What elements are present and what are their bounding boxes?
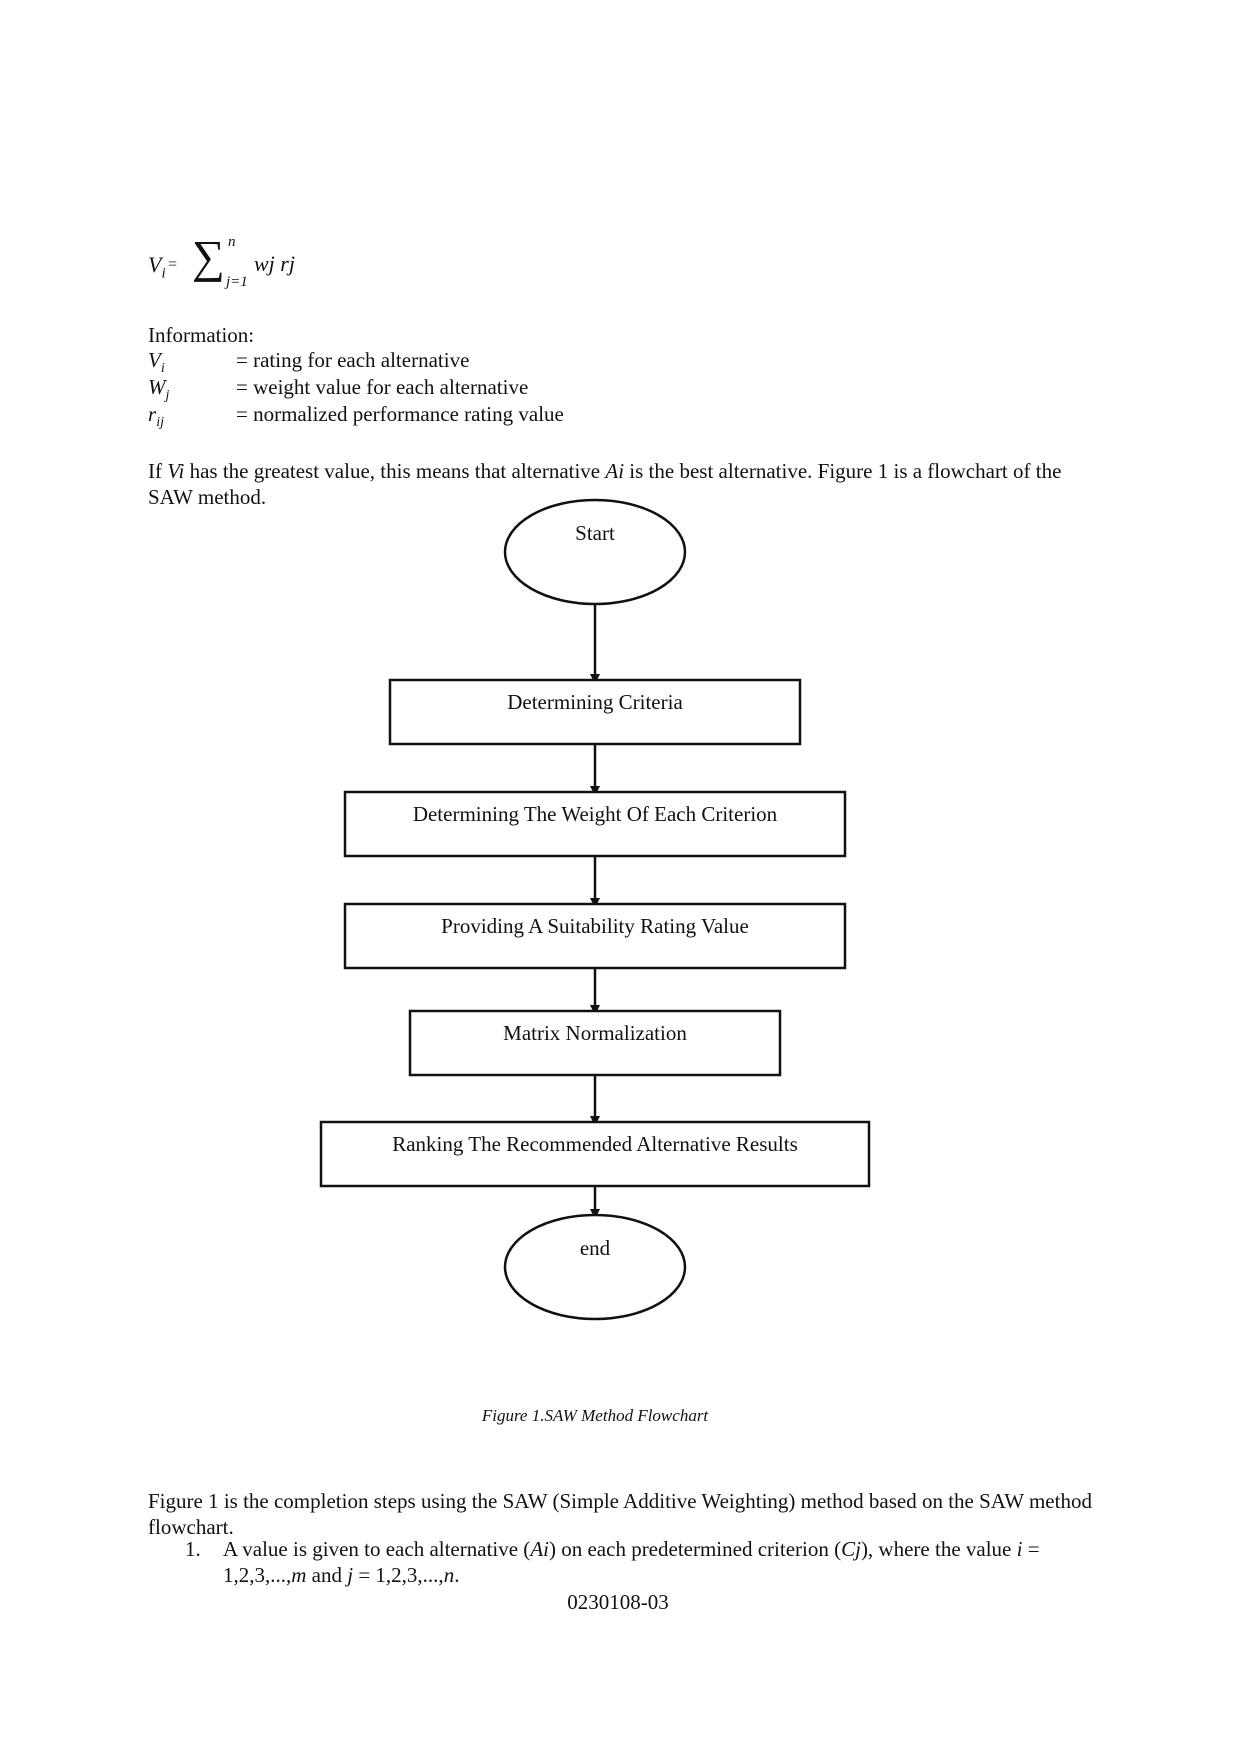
definition-description: = normalized performance rating value: [236, 402, 564, 426]
flow-node-label-normalization: Matrix Normalization: [503, 1021, 687, 1045]
information-heading: Information:: [148, 323, 255, 347]
list-number: 1.: [185, 1537, 201, 1561]
flow-node-label-criteria: Determining Criteria: [507, 690, 683, 714]
definition-symbol: $W_j$: [148, 375, 170, 404]
flow-node-label-start: Start: [575, 521, 615, 545]
definition-symbol: $r_{ij}$: [148, 402, 164, 431]
sum-lower-limit: j=1: [226, 274, 248, 290]
sum-upper-limit: n: [228, 234, 236, 250]
formula-term: wj rj: [254, 251, 295, 276]
figure-caption: Figure 1.SAW Method Flowchart: [481, 1406, 709, 1425]
flow-node-label-ranking: Ranking The Recommended Alternative Results: [392, 1132, 798, 1156]
formula-equals: =: [168, 256, 178, 273]
formula-lhs: $V_i$: [148, 252, 166, 282]
sum-symbol: ∑: [192, 231, 225, 282]
flow-node-label-end: end: [579, 1236, 611, 1260]
flow-node-label-rating: Providing A Suitability Rating Value: [441, 914, 749, 938]
definition-description: = rating for each alternative: [236, 348, 470, 372]
definition-symbol: $V_i$: [148, 348, 165, 377]
list-text: A value is given to each alternative (Ai) on each predetermined criterion (Cj), where the value i = 1,2,3,...,m and j = 1,2,3,...,n.: [223, 1537, 1040, 1587]
page-number: 0230108-03: [567, 1590, 669, 1614]
flow-node-start: [505, 500, 685, 604]
flow-node-end: [505, 1215, 685, 1319]
paragraph-completion-steps: Figure 1 is the completion steps using the SAW (Simple Additive Weighting) method based on the SAW method flowchart.: [148, 1489, 1092, 1539]
definition-description: = weight value for each alternative: [236, 375, 529, 399]
paragraph-best-alternative: If Vi has the greatest value, this means that alternative Ai is the best alternative. Figure 1 is a flowchart of the SAW method.: [148, 459, 1062, 509]
flow-node-label-weight: Determining The Weight Of Each Criterion: [412, 802, 778, 826]
